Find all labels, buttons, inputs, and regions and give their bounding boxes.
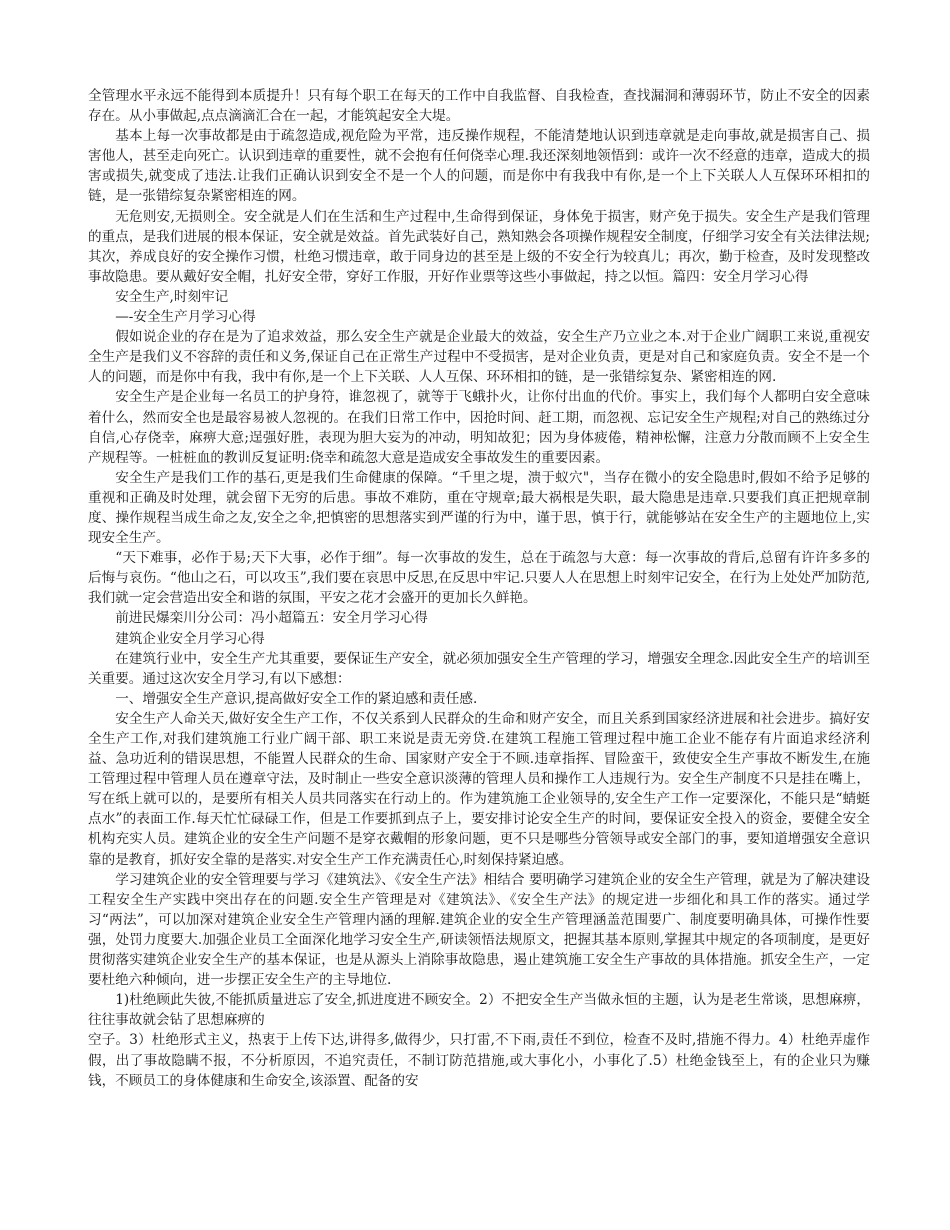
paragraph: 建筑企业安全月学习心得 [115,630,265,647]
paragraph: 学习建筑企业的安全管理要与学习《建筑法》、《安全生产法》相结合 要明确学习建筑企业的安全生产管理，就是为了解决建设工程安全生产实践中突出存在的问题.安全生产管理是对《建筑法》、《安全生产法》的规定进一步细化和具工作的落实。通过学习“两法”，可以加深对建筑企业安全生产管理内涵的理解.建筑企业的安全生产管理涵盖范围要广、制度要明确具体，可操作性要强，处罚力度要大.加强企业员工全面深化地学习安全生产,研读领悟法规原文，把握其基本原则,掌握其中规定的各项制度，是更好贯彻落实建筑企业安全生产的基本保证，也是从源头上消除事故隐患，遏止建筑施工安全生产事故的具体措施。抓安全生产，一定要杜绝六种倾向，进一步摆正安全生产的主导地位. [88,871,870,989]
paragraph: 全管理水平永远不能得到本质提升！只有每个职工在每天的工作中自我监督、自我检查，查找漏洞和薄弱环节，防止不安全的因素存在。从小事做起,点点滴滴汇合在一起，才能筑起安全大堤。 [88,88,870,125]
paragraph: 安全生产是我们工作的基石,更是我们生命健康的保障。“千里之堤，溃于蚁穴"，当存在微小的安全隐患时,假如不给予足够的重视和正确及时处理，就会留下无穷的后患。事故不难防，重在守规章;最大祸根是失职，最大隐患是违章.只要我们真正把规章制度、操作规程当成生命之友,安全之伞,把慎密的思想落实到严谨的行为中，谨于思，慎于行，就能够站在安全生产的主题地位上,实现安全生产。 [88,469,870,547]
document-body [88,86,870,1091]
paragraph: 基本上每一次事故都是由于疏忽造成,视危险为平常，违反操作规程，不能清楚地认识到违章就是走向事故,就是损害自己、损害他人，甚至走向死亡。认识到违章的重要性，就不会抱有任何侥幸心理.我还深刻地领悟到：或许一次不经意的违章，造成大的损害或损失,就变成了违法.让我们正确认识到安全不是一个人的问题，而是你中有我我中有你,是一个上下关联人人互保环环相扣的链，是一张错综复杂紧密相连的网。 [88,128,870,205]
paragraph: —-安全生产月学习心得 [115,309,256,326]
paragraph: 1)杜绝顾此失彼,不能抓质量进忘了安全,抓进度进不顾安全。2）不把安全生产当做永恒的主题，认为是老生常谈，思想麻痹，往往事故就会钻了思想麻痹的 [88,992,870,1029]
paragraph: “天下难事，必作于易;天下大事，必作于细”。每一次事故的发生，总在于疏忽与大意：每一次事故的背后,总留有许许多多的后悔与哀伤。“他山之石，可以攻玉”,我们要在哀思中反思,在反思中牢记.只要人人在思想上时刻牢记安全，在行为上处处严加防范,我们就一定会营造出安全和谐的氛围，平安之花才会盛开的更加长久鲜艳。 [88,550,870,607]
paragraph: 空子。3）杜绝形式主义，热衷于上传下达,讲得多,做得少，只打雷,不下雨,责任不到位，检查不及时,措施不得力。4）杜绝弄虚作假，出了事故隐瞒不报，不分析原因，不追究责任，不制订防范措施,或大事化小，小事化了.5）杜绝金钱至上，有的企业只为赚钱，不顾员工的身体健康和生命安全,该添置、配备的安 [88,1032,870,1089]
paragraph: 安全生产人命关天,做好安全生产工作，不仅关系到人民群众的生命和财产安全，而且关系到国家经济进展和社会进步。搞好安全生产工作,对我们建筑施工行业广阔干部、职工来说是责无旁贷.在建筑工程施工管理过程中施工企业不能存有片面追求经济利益、急功近利的错误思想，不能置人民群众的生命、国家财产安全于不顾.违章指挥、冒险蛮干，致使安全生产事故不断发生,在施工管理过程中管理人员在遵章守法，及时制止一些安全意识淡薄的管理人员和操作工人违规行为。安全生产制度不只是挂在嘴上，写在纸上就可以的，是要所有相关人员共同落实在行动上的。作为建筑施工企业领导的,安全生产工作一定要深化，不能只是“蜻蜓点水”的表面工作.每天忙忙碌碌工作，但是工作要抓到点子上，要安排讨论安全生产的时间，要保证安全投入的资金，要健全安全机构充实人员。建筑企业的安全生产问题不是穿衣戴帽的形象问题，更不只是哪些分管领导或安全部门的事，要知道增强安全意识靠的是教育，抓好安全靠的是落实.对安全生产工作充满责任心,时刻保持紧迫感。 [88,710,870,868]
paragraph: 在建筑行业中，安全生产尤其重要，要保证生产安全，就必须加强安全生产管理的学习，增强安全理念.因此安全生产的培训至关重要。通过这次安全月学习,有以下感想： [88,650,870,687]
paragraph: 一、增强安全生产意识,提高做好安全工作的紧迫感和责任感. [115,690,478,707]
paragraph: 安全生产是企业每一名员工的护身符，谁忽视了，就等于飞蛾扑火，让你付出血的代价。事实上，我们每个人都明白安全意味着什么，然而安全也是最容易被人忽视的。在我们日常工作中，因抢时间、赶工期，而忽视、忘记安全生产规程;对自己的熟练过分自信,心存侥幸，麻痹大意;逞强好胜，表现为胆大妄为的冲动，明知故犯；因为身体疲倦，精神松懈，注意力分散而顾不上安全生产规程等。一桩桩血的教训反复证明:侥幸和疏忽大意是造成安全事故发生的重要因素。 [88,389,870,466]
paragraph: 假如说企业的存在是为了追求效益，那么安全生产就是企业最大的效益，安全生产乃立业之本.对于企业广阔职工来说,重视安全生产是我们义不容辞的责任和义务,保证自己在正常生产过程中不受损害，是对企业负责，更是对自己和家庭负责。安全不是一个人的问题，而是你中有我，我中有你,是一个上下关联、人人互保、环环相扣的链，是一张错综复杂、紧密相连的网. [88,329,870,386]
paragraph: 无危则安,无损则全。安全就是人们在生活和生产过程中,生命得到保证，身体免于损害，财产免于损失。安全生产是我们管理的重点，是我们进展的根本保证，安全就是效益。首先武装好自己，熟知熟会各项操作规程安全制度，仔细学习安全有关法律法规;其次，养成良好的安全操作习惯，杜绝习惯违章，敢于同身边的甚至是上级的不安全行为较真儿；再次，勤于检查，及时发现整改事故隐患。要从戴好安全帽，扎好安全带，穿好工作服，开好作业票等这些小事做起，持之以恒。篇四：安全月学习心得 [88,208,870,285]
paragraph: 前进民爆栾川分公司：冯小超篇五：安全月学习心得 [115,610,428,627]
paragraph: 安全生产,时刻牢记 [115,288,229,305]
